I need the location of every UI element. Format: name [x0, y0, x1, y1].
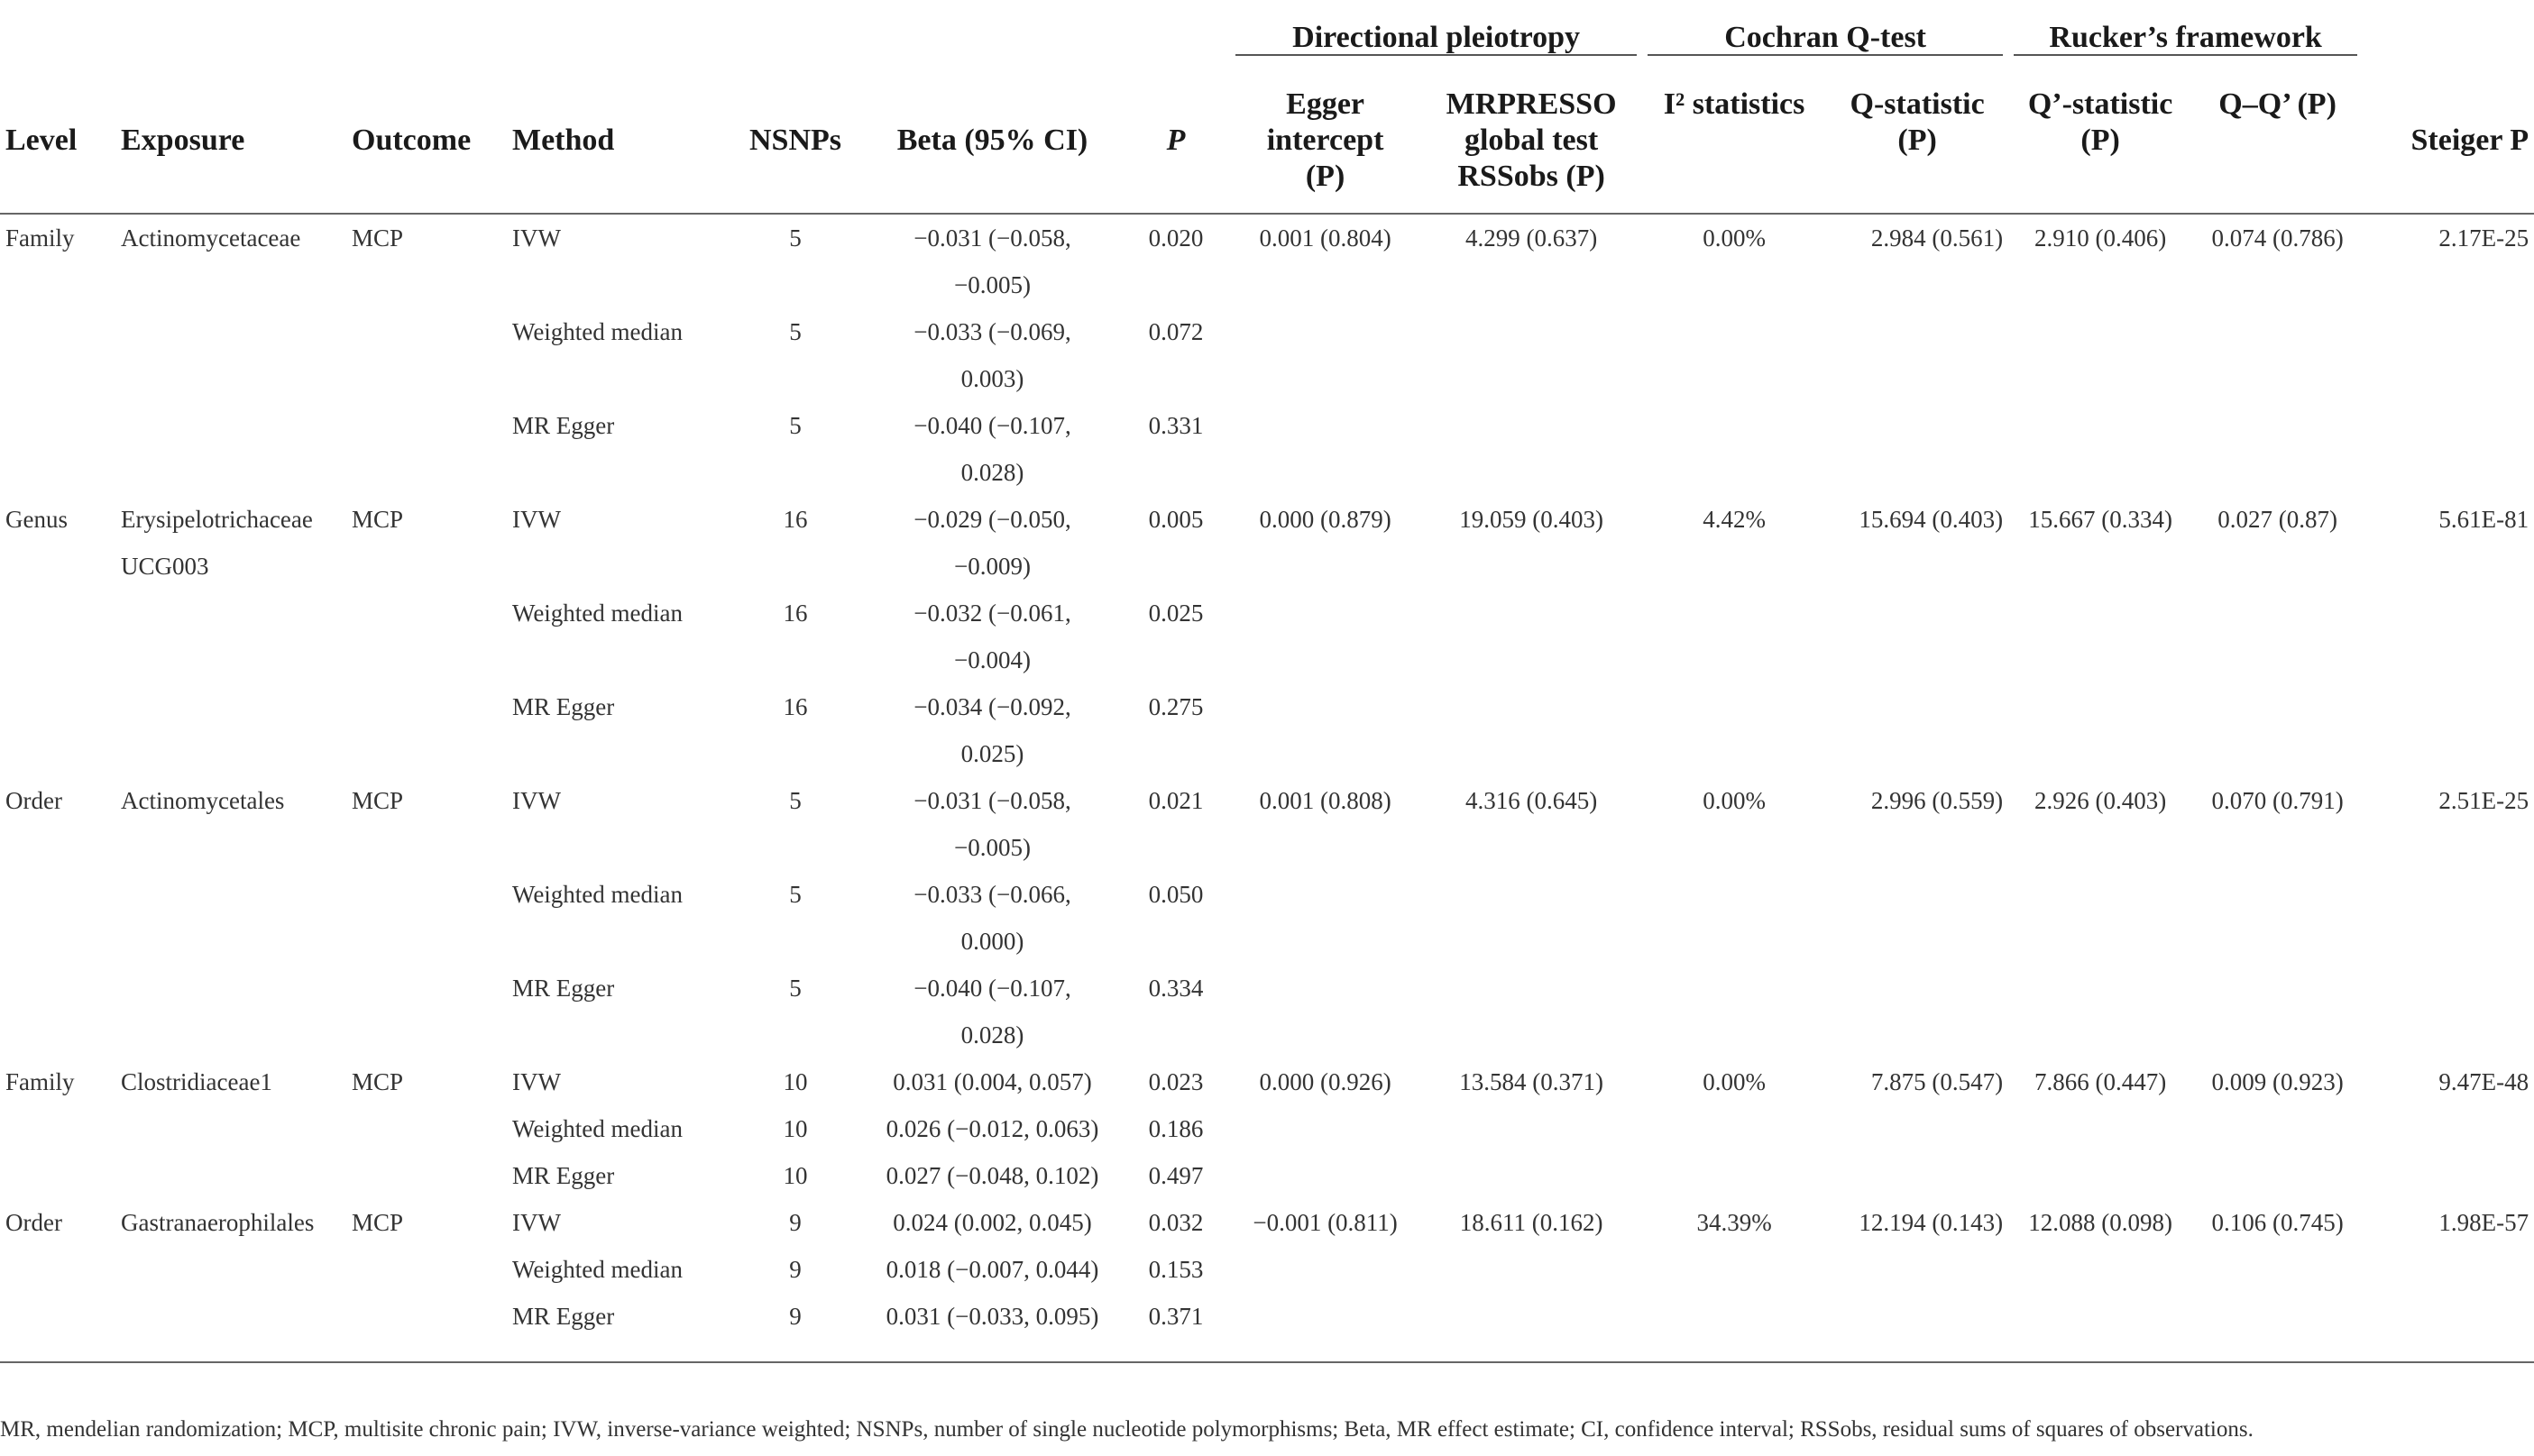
cell-outcome: MCP — [352, 787, 404, 814]
cell-q-statistic: 12.194 (0.143) — [1859, 1209, 2004, 1236]
cell-empty — [2363, 590, 2534, 683]
cell-empty — [0, 871, 115, 965]
cell-beta-line: −0.005) — [954, 271, 1031, 298]
cell-empty — [2363, 1105, 2534, 1152]
cell-method: IVW — [512, 224, 561, 252]
table-row — [0, 214, 2534, 308]
cell-method: Weighted median — [512, 318, 684, 345]
cell-outcome: MCP — [352, 224, 404, 252]
cell-empty — [2008, 965, 2192, 1058]
cell-mrpresso: 4.316 (0.645) — [1464, 787, 1598, 814]
cell-empty — [346, 402, 507, 496]
cell-empty — [2363, 1293, 2534, 1340]
col-header-steiger-p: Steiger P — [2363, 74, 2534, 214]
cell-empty — [0, 1293, 115, 1340]
cell-beta-line: −0.033 (−0.069, — [914, 318, 1071, 345]
cell-method: Weighted median — [512, 600, 684, 627]
cell-beta-line: −0.040 (−0.107, — [914, 412, 1071, 439]
cell-mrpresso: 18.611 (0.162) — [1459, 1209, 1603, 1236]
group-underline — [2014, 54, 2357, 56]
cell-p: 0.275 — [1148, 693, 1204, 720]
cell-beta-line: −0.032 (−0.061, — [914, 600, 1071, 627]
cell-egger-intercept: 0.001 (0.804) — [1259, 224, 1391, 252]
col-header-outcome: Outcome — [346, 74, 507, 214]
cell-nsnps: 16 — [783, 600, 808, 627]
cell-q-diff: 0.027 (0.87) — [2217, 506, 2337, 533]
cell-empty — [1642, 1152, 1826, 1199]
cell-q-diff: 0.009 (0.923) — [2211, 1068, 2344, 1095]
cell-empty — [1826, 1152, 2008, 1199]
table-row — [0, 1199, 2534, 1246]
cell-nsnps: 5 — [789, 224, 802, 252]
col-header-egger-intercept: Egger intercept (P) — [1230, 74, 1420, 214]
results-body — [0, 214, 2534, 1340]
cell-outcome: MCP — [352, 1068, 404, 1095]
cell-exposure — [115, 496, 346, 590]
cell-qprime-statistic: 15.667 (0.334) — [2028, 506, 2172, 533]
cell-beta — [863, 590, 1122, 683]
cell-beta-line: −0.004) — [954, 646, 1031, 673]
cell-p: 0.331 — [1148, 412, 1204, 439]
cell-nsnps: 5 — [789, 787, 802, 814]
cell-nsnps: 5 — [789, 881, 802, 908]
col-header-q-diff: Q–Q’ (P) — [2192, 74, 2363, 214]
cell-empty — [1826, 965, 2008, 1058]
cell-nsnps: 10 — [783, 1162, 808, 1189]
cell-method: Weighted median — [512, 1256, 684, 1283]
cell-p: 0.023 — [1148, 1068, 1204, 1095]
cell-empty — [1826, 871, 2008, 965]
cell-p: 0.025 — [1148, 600, 1204, 627]
cell-outcome: MCP — [352, 1209, 404, 1236]
cell-egger-intercept: 0.000 (0.879) — [1259, 506, 1391, 533]
cell-empty — [2363, 965, 2534, 1058]
cell-empty — [2192, 871, 2363, 965]
cell-nsnps: 16 — [783, 693, 808, 720]
cell-empty — [2008, 402, 2192, 496]
cell-beta-line: 0.031 (−0.033, 0.095) — [886, 1303, 1099, 1330]
cell-q-statistic: 7.875 (0.547) — [1870, 1068, 2004, 1095]
cell-mrpresso: 19.059 (0.403) — [1459, 506, 1603, 533]
cell-nsnps: 10 — [783, 1115, 808, 1142]
cell-empty — [115, 1293, 346, 1340]
cell-empty — [1826, 402, 2008, 496]
cell-empty — [1826, 1293, 2008, 1340]
cell-empty — [1826, 683, 2008, 777]
cell-empty — [115, 871, 346, 965]
cell-p: 0.497 — [1148, 1162, 1204, 1189]
cell-method: MR Egger — [512, 693, 615, 720]
cell-beta — [863, 1246, 1122, 1293]
cell-exposure-line: Actinomycetales — [121, 787, 285, 814]
table-bottom-rule — [0, 1361, 2534, 1363]
cell-beta-line: 0.028) — [960, 1021, 1024, 1049]
cell-beta-line: 0.018 (−0.007, 0.044) — [886, 1256, 1099, 1283]
cell-beta — [863, 1152, 1122, 1199]
cell-empty — [2008, 1293, 2192, 1340]
cell-empty — [115, 683, 346, 777]
cell-i2: 34.39% — [1696, 1209, 1772, 1236]
cell-exposure-line: Erysipelotrichaceae — [121, 506, 313, 533]
cell-empty — [2363, 402, 2534, 496]
cell-beta — [863, 871, 1122, 965]
cell-p: 0.153 — [1148, 1256, 1204, 1283]
cell-beta-line: −0.034 (−0.092, — [914, 693, 1071, 720]
cell-p: 0.072 — [1148, 318, 1204, 345]
table-row — [0, 496, 2534, 590]
cell-p: 0.186 — [1148, 1115, 1204, 1142]
group-underline — [1235, 54, 1637, 56]
cell-egger-intercept: −0.001 (0.811) — [1253, 1209, 1398, 1236]
cell-empty — [1230, 683, 1420, 777]
cell-empty — [2363, 1152, 2534, 1199]
cell-empty — [1420, 1246, 1642, 1293]
cell-empty — [2363, 683, 2534, 777]
cell-p: 0.032 — [1148, 1209, 1204, 1236]
cell-empty — [346, 1105, 507, 1152]
col-header-exposure: Exposure — [115, 74, 346, 214]
cell-nsnps: 5 — [789, 318, 802, 345]
cell-empty — [0, 308, 115, 402]
cell-beta — [863, 1105, 1122, 1152]
cell-method: MR Egger — [512, 975, 615, 1002]
col-header-level: Level — [0, 74, 115, 214]
table-row — [0, 683, 2534, 777]
cell-exposure-line: Actinomycetaceae — [121, 224, 301, 252]
col-header-beta: Beta (95% CI) — [863, 74, 1122, 214]
cell-egger-intercept: 0.001 (0.808) — [1259, 787, 1391, 814]
cell-nsnps: 9 — [789, 1303, 802, 1330]
cell-q-diff: 0.070 (0.791) — [2211, 787, 2344, 814]
cell-method: IVW — [512, 1068, 561, 1095]
cell-beta-line: −0.005) — [954, 834, 1031, 861]
cell-steiger-p: 2.51E-25 — [2438, 787, 2529, 814]
cell-exposure-line: Clostridiaceae1 — [121, 1068, 272, 1095]
cell-empty — [1420, 308, 1642, 402]
cell-empty — [1230, 965, 1420, 1058]
cell-empty — [2192, 1105, 2363, 1152]
cell-empty — [0, 402, 115, 496]
cell-empty — [1642, 1293, 1826, 1340]
cell-empty — [1826, 590, 2008, 683]
cell-empty — [2008, 683, 2192, 777]
cell-empty — [1420, 1152, 1642, 1199]
cell-outcome: MCP — [352, 506, 404, 533]
cell-nsnps: 10 — [783, 1068, 808, 1095]
cell-p: 0.050 — [1148, 881, 1204, 908]
table-row — [0, 590, 2534, 683]
cell-exposure-line: Gastranaerophilales — [121, 1209, 315, 1236]
cell-method: IVW — [512, 1209, 561, 1236]
cell-method: IVW — [512, 506, 561, 533]
cell-empty — [0, 1105, 115, 1152]
col-header-mrpresso: MRPRESSO global test RSSobs (P) — [1420, 74, 1642, 214]
cell-beta — [863, 965, 1122, 1058]
cell-empty — [0, 683, 115, 777]
cell-method: Weighted median — [512, 1115, 684, 1142]
cell-beta-line: −0.031 (−0.058, — [914, 224, 1071, 252]
cell-nsnps: 5 — [789, 412, 802, 439]
cell-beta-line: −0.031 (−0.058, — [914, 787, 1071, 814]
cell-nsnps: 9 — [789, 1256, 802, 1283]
cell-empty — [346, 1293, 507, 1340]
cell-empty — [0, 1152, 115, 1199]
cell-q-statistic: 2.984 (0.561) — [1870, 224, 2004, 252]
table-row — [0, 1152, 2534, 1199]
table-row — [0, 1246, 2534, 1293]
cell-empty — [1420, 1105, 1642, 1152]
cell-beta — [863, 683, 1122, 777]
cell-empty — [346, 871, 507, 965]
cell-empty — [115, 1246, 346, 1293]
cell-p: 0.020 — [1148, 224, 1204, 252]
cell-empty — [2363, 308, 2534, 402]
cell-exposure — [115, 777, 346, 871]
cell-empty — [115, 1105, 346, 1152]
cell-qprime-statistic: 2.910 (0.406) — [2034, 224, 2167, 252]
cell-empty — [2008, 308, 2192, 402]
cell-empty — [115, 965, 346, 1058]
col-header-p: P — [1122, 74, 1230, 214]
cell-beta — [863, 1199, 1122, 1246]
cell-empty — [1230, 1152, 1420, 1199]
cell-p: 0.371 — [1148, 1303, 1204, 1330]
cell-exposure — [115, 1058, 346, 1105]
cell-empty — [1230, 871, 1420, 965]
cell-method: IVW — [512, 787, 561, 814]
cell-empty — [346, 965, 507, 1058]
group-underline — [1648, 54, 2003, 56]
cell-empty — [0, 1246, 115, 1293]
cell-empty — [1642, 683, 1826, 777]
cell-empty — [1642, 402, 1826, 496]
group-header-cochran-q-test: Cochran Q-test — [1642, 0, 2008, 74]
cell-qprime-statistic: 2.926 (0.403) — [2034, 787, 2167, 814]
cell-empty — [115, 308, 346, 402]
cell-mrpresso: 4.299 (0.637) — [1464, 224, 1598, 252]
cell-method: MR Egger — [512, 1162, 615, 1189]
cell-empty — [2192, 965, 2363, 1058]
cell-empty — [115, 590, 346, 683]
cell-empty — [1826, 308, 2008, 402]
col-header-method: Method — [507, 74, 728, 214]
header-column-row — [0, 74, 2534, 214]
cell-empty — [2192, 683, 2363, 777]
table-row — [0, 965, 2534, 1058]
cell-empty — [115, 402, 346, 496]
cell-empty — [346, 683, 507, 777]
cell-q-diff: 0.074 (0.786) — [2211, 224, 2344, 252]
cell-level: Order — [5, 1209, 62, 1236]
cell-level: Genus — [5, 506, 68, 533]
cell-beta — [863, 214, 1122, 308]
table-footnote: MR, mendelian randomization; MCP, multisite chronic pain; IVW, inverse-variance weighted; NSNPs, number of single nucleotide polymorphisms; Beta, MR effect estimate; CI, confidence interval; RSSobs, residual sums of squares of observations. — [0, 1417, 2254, 1442]
cell-beta — [863, 496, 1122, 590]
cell-empty — [2192, 308, 2363, 402]
cell-empty — [1642, 308, 1826, 402]
cell-empty — [2192, 402, 2363, 496]
col-header-nsnps: NSNPs — [728, 74, 863, 214]
cell-steiger-p: 9.47E-48 — [2438, 1068, 2529, 1095]
cell-level: Order — [5, 787, 62, 814]
cell-p: 0.005 — [1148, 506, 1204, 533]
cell-beta — [863, 402, 1122, 496]
header-group-row — [0, 0, 2534, 74]
cell-beta-line: 0.028) — [960, 459, 1024, 486]
cell-exposure-line: UCG003 — [121, 553, 209, 580]
cell-beta-line: 0.025) — [960, 740, 1024, 767]
cell-beta-line: 0.031 (0.004, 0.057) — [893, 1068, 1092, 1095]
cell-beta-line: −0.040 (−0.107, — [914, 975, 1071, 1002]
cell-empty — [1420, 683, 1642, 777]
table-row — [0, 1105, 2534, 1152]
cell-empty — [1420, 402, 1642, 496]
cell-nsnps: 5 — [789, 975, 802, 1002]
cell-empty — [1420, 1293, 1642, 1340]
cell-empty — [2008, 1246, 2192, 1293]
table-row — [0, 1058, 2534, 1105]
cell-i2: 0.00% — [1703, 787, 1766, 814]
table-row — [0, 777, 2534, 871]
cell-empty — [1420, 590, 1642, 683]
cell-i2: 0.00% — [1703, 224, 1766, 252]
cell-beta — [863, 1293, 1122, 1340]
cell-beta — [863, 1058, 1122, 1105]
cell-q-statistic: 15.694 (0.403) — [1859, 506, 2004, 533]
col-header-i2: I² statistics — [1642, 74, 1826, 214]
cell-empty — [1230, 308, 1420, 402]
cell-beta-line: −0.029 (−0.050, — [914, 506, 1071, 533]
cell-method: MR Egger — [512, 1303, 615, 1330]
cell-p: 0.021 — [1148, 787, 1204, 814]
cell-empty — [1230, 1246, 1420, 1293]
cell-empty — [1642, 965, 1826, 1058]
cell-beta-line: −0.033 (−0.066, — [914, 881, 1071, 908]
cell-empty — [0, 590, 115, 683]
cell-i2: 0.00% — [1703, 1068, 1766, 1095]
cell-beta-line: 0.024 (0.002, 0.045) — [893, 1209, 1092, 1236]
table-row — [0, 308, 2534, 402]
cell-beta — [863, 777, 1122, 871]
cell-empty — [1826, 1105, 2008, 1152]
cell-empty — [346, 1246, 507, 1293]
cell-empty — [1826, 1246, 2008, 1293]
cell-level: Family — [5, 224, 75, 252]
cell-nsnps: 16 — [783, 506, 808, 533]
cell-q-statistic: 2.996 (0.559) — [1870, 787, 2004, 814]
cell-empty — [1642, 590, 1826, 683]
cell-empty — [2008, 590, 2192, 683]
group-header-rucker-framework: Rucker’s framework — [2008, 0, 2363, 74]
cell-level: Family — [5, 1068, 75, 1095]
cell-empty — [115, 1152, 346, 1199]
cell-beta-line: 0.000) — [960, 928, 1024, 955]
cell-beta-line: −0.009) — [954, 553, 1031, 580]
table-row — [0, 1293, 2534, 1340]
cell-method: MR Egger — [512, 412, 615, 439]
cell-q-diff: 0.106 (0.745) — [2211, 1209, 2344, 1236]
cell-qprime-statistic: 12.088 (0.098) — [2028, 1209, 2172, 1236]
cell-empty — [1230, 590, 1420, 683]
cell-exposure — [115, 214, 346, 308]
cell-empty — [1230, 1105, 1420, 1152]
cell-empty — [1642, 1246, 1826, 1293]
cell-empty — [2008, 871, 2192, 965]
cell-empty — [2192, 590, 2363, 683]
cell-empty — [2192, 1246, 2363, 1293]
cell-steiger-p: 2.17E-25 — [2438, 224, 2529, 252]
cell-p: 0.334 — [1148, 975, 1204, 1002]
cell-empty — [346, 1152, 507, 1199]
cell-empty — [1642, 1105, 1826, 1152]
cell-empty — [2363, 871, 2534, 965]
cell-empty — [346, 308, 507, 402]
cell-empty — [1420, 965, 1642, 1058]
cell-nsnps: 9 — [789, 1209, 802, 1236]
cell-empty — [0, 965, 115, 1058]
cell-empty — [2008, 1152, 2192, 1199]
cell-empty — [2008, 1105, 2192, 1152]
table-row — [0, 402, 2534, 496]
cell-empty — [2192, 1293, 2363, 1340]
cell-empty — [1230, 402, 1420, 496]
cell-beta — [863, 308, 1122, 402]
cell-beta-line: 0.026 (−0.012, 0.063) — [886, 1115, 1099, 1142]
cell-empty — [346, 590, 507, 683]
cell-egger-intercept: 0.000 (0.926) — [1259, 1068, 1391, 1095]
col-header-qprime-statistic: Q’-statistic (P) — [2008, 74, 2192, 214]
table-row — [0, 871, 2534, 965]
cell-steiger-p: 1.98E-57 — [2438, 1209, 2529, 1236]
cell-i2: 4.42% — [1703, 506, 1766, 533]
cell-empty — [1230, 1293, 1420, 1340]
cell-mrpresso: 13.584 (0.371) — [1459, 1068, 1603, 1095]
col-header-q-statistic: Q-statistic (P) — [1826, 74, 2008, 214]
cell-beta-line: 0.003) — [960, 365, 1024, 392]
cell-method: Weighted median — [512, 881, 684, 908]
cell-beta-line: 0.027 (−0.048, 0.102) — [886, 1162, 1099, 1189]
cell-empty — [2363, 1246, 2534, 1293]
cell-qprime-statistic: 7.866 (0.447) — [2034, 1068, 2167, 1095]
cell-empty — [1420, 871, 1642, 965]
cell-empty — [2192, 1152, 2363, 1199]
cell-exposure — [115, 1199, 346, 1246]
cell-steiger-p: 5.61E-81 — [2438, 506, 2529, 533]
cell-empty — [1642, 871, 1826, 965]
group-header-directional-pleiotropy: Directional pleiotropy — [1230, 0, 1642, 74]
